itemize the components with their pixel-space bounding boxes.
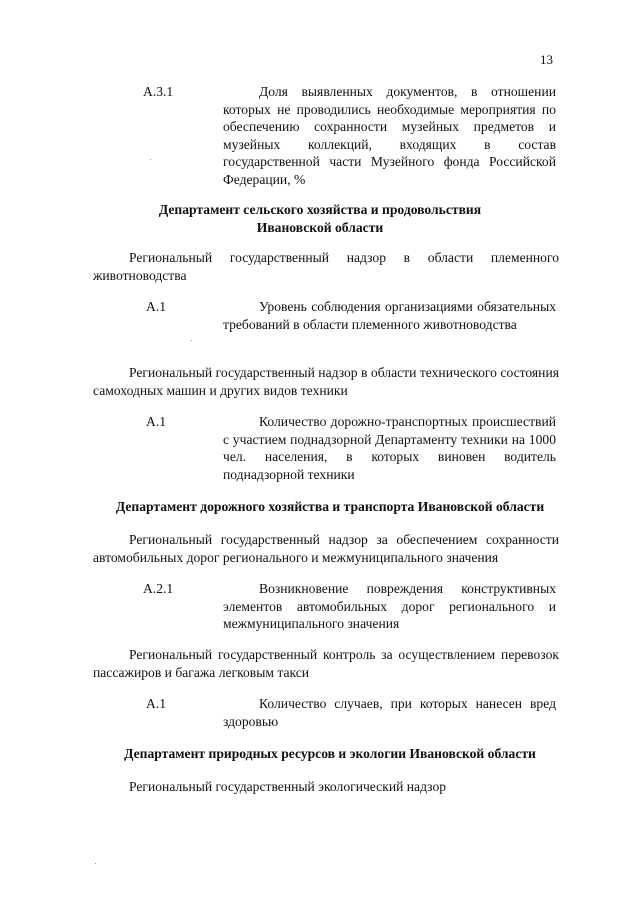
supervision-breeding: Региональный государственный надзор в области племенного животноводства	[93, 250, 559, 283]
indicator-code: А.3.1	[143, 84, 174, 99]
supervision-machinery: Региональный государственный надзор в области технического состояния самоходных машин и других видов техники	[93, 365, 559, 398]
supervision-ecology: Региональный государственный экологический надзор	[129, 779, 447, 794]
scan-speck	[150, 159, 151, 160]
page-number: 13	[540, 52, 553, 67]
indicator-text: Количество дорожно-транспортных происшествий с участием поднадзорной Департаменту техники на 1000 чел. населения, в которых виновен водитель поднадзорной техники	[223, 414, 556, 482]
indicator-code: А.2.1	[143, 581, 174, 596]
indicator-code: А.1	[146, 696, 167, 711]
indicator-text: Уровень соблюдения организациями обязательных требований в области племенного животноводства	[223, 299, 556, 332]
supervision-taxi: Региональный государственный контроль за осуществлением перевозок пассажиров и багажа легковым такси	[93, 647, 559, 680]
scan-speck	[191, 340, 192, 341]
indicator-text: Доля выявленных документов, в отношении которых не проводились необходимые мероприятия по обеспечению сохранности музейных предметов и музейных коллекций, входящих в состав государственной части Музейного фонда Российской Федерации, %	[223, 84, 556, 187]
department-heading-ecology: Департамент природных ресурсов и экологии Ивановской области	[124, 746, 536, 761]
indicator-text: Количество случаев, при которых нанесен вред здоровью	[223, 696, 556, 729]
indicator-text: Возникновение повреждения конструктивных элементов автомобильных дорог регионального и межмуниципального значения	[223, 581, 556, 631]
indicator-code: А.1	[146, 414, 167, 429]
supervision-roads: Региональный государственный надзор за обеспечением сохранности автомобильных дорог регионального и межмуниципального значения	[93, 532, 559, 565]
indicator-code: А.1	[146, 299, 167, 314]
department-heading-roads: Департамент дорожного хозяйства и транспорта Ивановской области	[115, 499, 545, 514]
scan-speck	[95, 863, 96, 864]
department-heading-agriculture: Департамент сельского хозяйства и продовольствия Ивановской области	[158, 202, 482, 235]
